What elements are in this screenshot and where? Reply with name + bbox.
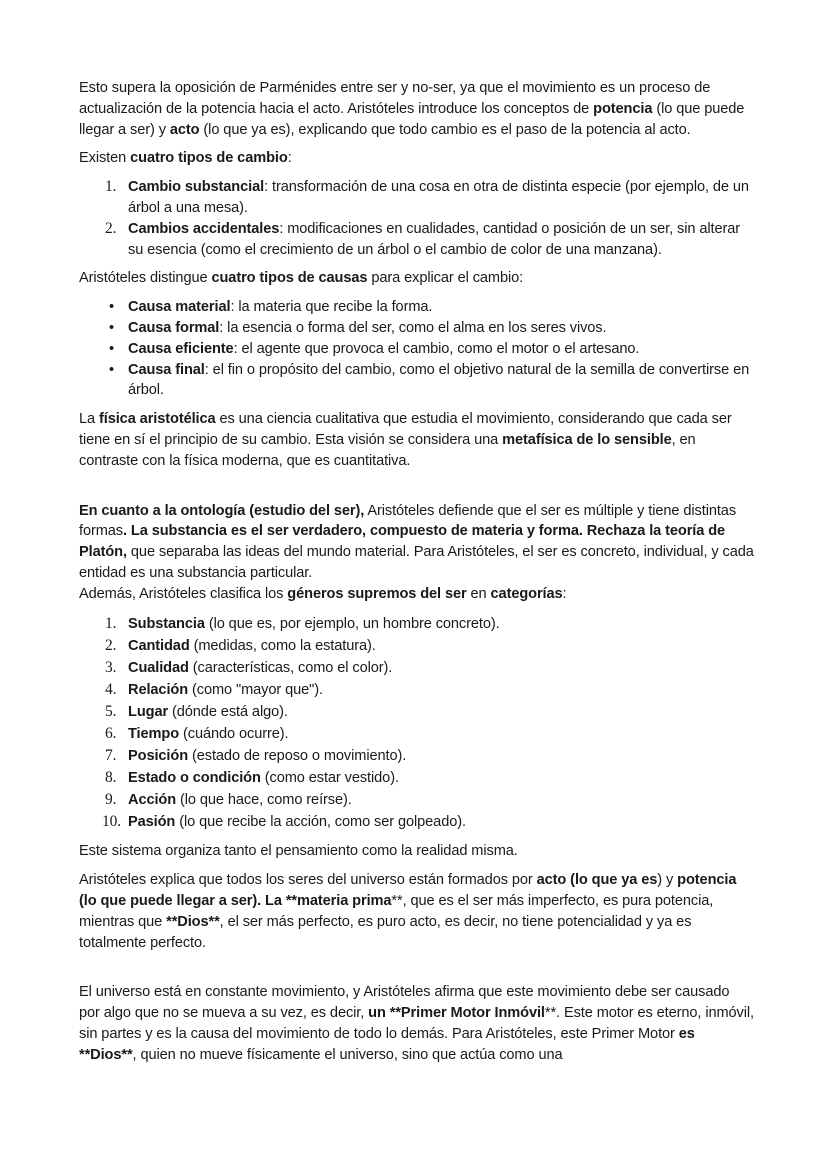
list-number: 2.	[105, 636, 117, 654]
text-run: (medidas, como la estatura).	[189, 637, 376, 654]
paragraph	[79, 409, 754, 471]
list-item	[79, 701, 754, 723]
text-run: (lo que hace, como reírse).	[176, 792, 352, 809]
bold-text: Lugar	[128, 703, 169, 720]
bold-text: un **Primer Motor Inmóvil	[368, 1005, 545, 1022]
text-run: (lo que es, por ejemplo, un hombre concreto).	[204, 615, 500, 632]
list-item	[79, 177, 754, 219]
bold-text: Causa material	[128, 299, 231, 316]
paragraph	[79, 268, 754, 289]
bold-text: acto	[169, 121, 200, 138]
bold-text: Relación	[128, 681, 189, 698]
paragraph	[79, 841, 754, 862]
text-run: : la esencia o forma del ser, como el alma en los seres vivos.	[219, 319, 607, 336]
bold-text: Estado o condición	[128, 770, 261, 787]
text-run: (estado de reposo o movimiento).	[188, 748, 407, 765]
bullet-icon: •	[109, 319, 115, 336]
paragraph	[79, 982, 754, 1065]
list-number: 3.	[105, 658, 117, 676]
text-run: : el fin o propósito del cambio, como el objetivo natural de la semilla de convertirse en árbol.	[128, 361, 750, 399]
text-run: La	[79, 411, 99, 428]
list-item	[79, 318, 754, 339]
bold-text: Causa final	[128, 361, 205, 378]
bold-text: cuatro tipos de causas	[211, 270, 368, 287]
text-run: : modificaciones en cualidades, cantidad o posición de un ser, sin alterar su esencia (como el crecimiento de un árbol o el cambio de color de una manzana).	[128, 220, 741, 258]
list-item	[79, 723, 754, 745]
list-item	[79, 219, 754, 261]
text-run: Existen	[79, 150, 131, 167]
bold-text: Cambios accidentales	[128, 220, 280, 237]
text-run: Esto supera la oposición de Parménides entre ser y no-ser, ya que el movimiento es un proceso de actualización de la potencia hacia el acto. Aristóteles introduce los conceptos de	[79, 80, 711, 117]
text-run: es una ciencia cualitativa que estudia el movimiento, considerando que cada ser tiene en sí el principio de su cambio. Esta visión se considera una	[79, 411, 732, 448]
bullet-icon: •	[109, 299, 115, 316]
list-item	[79, 745, 754, 767]
text-run: El universo está en constante movimiento, y Aristóteles afirma que este movimiento debe ser causado por algo que no se mueva a su vez, es decir,	[79, 984, 730, 1022]
text-run: Aristóteles defiende que el ser es múltiple y tiene distintas formas	[79, 502, 737, 540]
list-number: 8.	[105, 769, 117, 787]
text-run: Aristóteles distingue	[79, 270, 212, 287]
text-run: **. Este motor es eterno, inmóvil, sin partes y es la causa del movimiento de todo lo demás. Para Aristóteles, este Primer Motor	[79, 1005, 754, 1043]
bold-text: cuatro tipos de cambio	[130, 150, 288, 167]
blank-line	[79, 961, 754, 982]
bold-text: Cualidad	[128, 659, 189, 676]
list-item	[79, 811, 754, 833]
list-item	[79, 339, 754, 360]
text-run: , en contraste con la física moderna, que es cuantitativa.	[79, 431, 696, 469]
document-page	[79, 78, 754, 1074]
bold-text: potencia (lo que puede llegar a ser). La **materia prima	[79, 872, 737, 910]
list-number: 2.	[105, 219, 117, 237]
bold-text: Cantidad	[128, 637, 190, 654]
blank-line	[79, 480, 754, 501]
bold-text: Pasión	[128, 814, 176, 831]
text-run: (lo que puede llegar a ser) y	[79, 100, 745, 138]
bold-text: Tiempo	[128, 726, 180, 742]
list-item	[79, 679, 754, 701]
text-run: (lo que recibe la acción, como ser golpeado).	[175, 814, 466, 831]
bold-text: Causa eficiente	[128, 340, 234, 357]
list-item	[79, 767, 754, 789]
list-item	[79, 297, 754, 318]
list-number: 9.	[105, 791, 117, 809]
bold-text: categorías	[490, 585, 563, 602]
bullet-list	[79, 297, 754, 401]
paragraph	[79, 501, 754, 605]
list-item	[79, 657, 754, 679]
text-run: en	[466, 585, 491, 602]
text-run: : transformación de una cosa en otra de distinta especie (por ejemplo, de un árbol a una mesa).	[128, 179, 749, 216]
bold-text: En cuanto a la ontología (estudio del ser),	[79, 502, 365, 519]
text-run: Aristóteles explica que todos los seres del universo están formados por	[79, 872, 537, 889]
text-run: para explicar el cambio:	[367, 270, 524, 287]
bold-text: Substancia	[128, 615, 205, 632]
list-item	[79, 613, 754, 635]
list-number: 1.	[105, 614, 117, 632]
text-run: **, que es el ser más imperfecto, es pura potencia, mientras que	[79, 893, 714, 930]
text-run: Además, Aristóteles clasifica los	[79, 585, 288, 602]
text-run: , quien no mueve físicamente el universo, sino que actúa como una	[132, 1046, 563, 1063]
text-run: (cuándo ocurre).	[179, 726, 289, 742]
list-number: 5.	[105, 702, 117, 720]
paragraph	[79, 148, 754, 169]
bold-text: . La substancia es el ser verdadero, compuesto de materia y forma. Rechaza la teoría de Platón,	[79, 523, 726, 561]
text-run: (dónde está algo).	[168, 703, 288, 720]
text-run: (lo que ya es), explicando que todo cambio es el paso de la potencia al acto.	[199, 121, 691, 138]
text-run: : el agente que provoca el cambio, como el motor o el artesano.	[233, 340, 640, 357]
bold-text: Acción	[128, 792, 177, 809]
list-item	[79, 360, 754, 402]
text-run: :	[562, 585, 567, 602]
text-run: ) y	[657, 872, 678, 889]
bold-text: potencia	[593, 100, 653, 117]
bullet-icon: •	[109, 361, 115, 378]
paragraph	[79, 870, 754, 953]
list-number: 10.	[102, 813, 122, 831]
text-run: (características, como el color).	[188, 659, 393, 676]
text-run: , el ser más perfecto, es puro acto, es decir, no tiene potencialidad y ya es totalmente perfecto.	[79, 913, 692, 951]
bold-text: acto (lo que ya es	[536, 872, 658, 889]
list-number: 1.	[105, 178, 117, 196]
text-run: : la materia que recibe la forma.	[230, 299, 433, 316]
bold-text: géneros supremos del ser	[287, 585, 467, 602]
bold-text: Causa formal	[128, 319, 220, 336]
text-run: (como "mayor que").	[188, 681, 323, 698]
list-number: 6.	[105, 725, 117, 742]
bullet-icon: •	[109, 340, 115, 357]
bold-text: metafísica de lo sensible	[502, 431, 672, 448]
list-number: 4.	[105, 680, 117, 698]
bold-text: **Dios**	[166, 913, 220, 930]
paragraph	[79, 78, 754, 140]
text-run: :	[287, 150, 292, 167]
list-number: 7.	[105, 747, 117, 765]
text-run: (como estar vestido).	[260, 770, 399, 787]
bold-text: Cambio substancial	[128, 179, 265, 196]
numbered-list	[79, 613, 754, 834]
bold-text: es **Dios**	[79, 1026, 695, 1063]
numbered-list	[79, 177, 754, 260]
bold-text: física aristotélica	[99, 411, 216, 428]
list-item	[79, 635, 754, 657]
list-item	[79, 789, 754, 811]
text-run: que separaba las ideas del mundo material. Para Aristóteles, el ser es concreto, individual, y cada entidad es una substancia particular.	[79, 544, 754, 581]
bold-text: Posición	[128, 748, 189, 765]
text-run: Este sistema organiza tanto el pensamiento como la realidad misma.	[79, 843, 518, 860]
